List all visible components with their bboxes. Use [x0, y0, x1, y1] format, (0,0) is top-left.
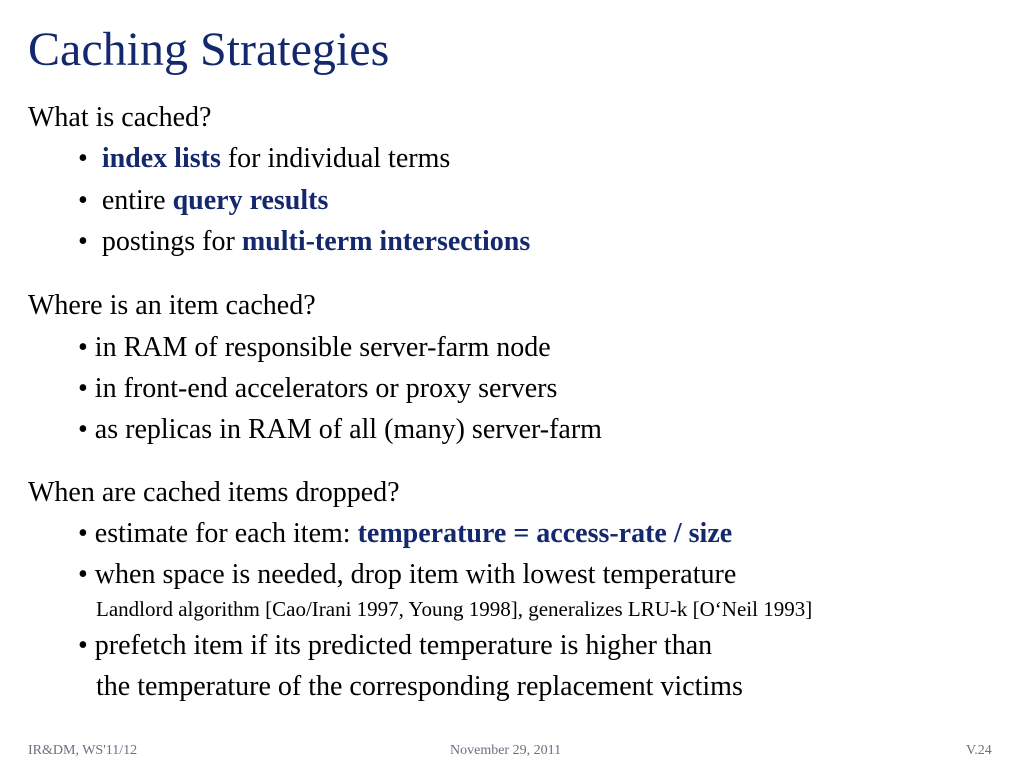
list-item	[78, 226, 530, 258]
footer-date: November 29, 2011	[450, 743, 562, 758]
list-item: • in RAM of responsible server-farm node	[78, 332, 551, 363]
list-item: • when space is needed, drop item with lowest temperature	[78, 559, 737, 590]
highlight-term: multi-term intersections	[241, 226, 531, 257]
list-item-continuation: the temperature of the corresponding replacement victims	[96, 671, 743, 702]
list-item	[78, 185, 328, 217]
algorithm-note: Landlord algorithm [Cao/Irani 1997, Young 1998], generalizes LRU-k [O‘Neil 1993]	[96, 597, 813, 621]
list-item: • as replicas in RAM of all (many) server-farm	[78, 414, 602, 445]
section-heading-what-cached: What is cached?	[28, 102, 212, 133]
slide-title: Caching Strategies	[28, 23, 390, 76]
list-item: • in front-end accelerators or proxy servers	[78, 373, 558, 404]
list-item	[78, 518, 732, 550]
item-text: entire	[101, 185, 173, 216]
footer-page-number: V.24	[966, 743, 992, 758]
item-text: postings for	[101, 226, 242, 257]
list-item	[78, 143, 450, 175]
bullet: •	[78, 143, 88, 174]
bullet: •	[78, 226, 88, 257]
highlight-term: query results	[172, 185, 329, 216]
list-item: • prefetch item if its predicted temperature is higher than	[78, 630, 713, 661]
section-heading-when-dropped: When are cached items dropped?	[28, 477, 400, 508]
highlight-term: index lists	[101, 143, 221, 174]
item-text: • estimate for each item:	[78, 518, 358, 549]
footer-course: IR&DM, WS'11/12	[28, 743, 138, 758]
section-heading-where-cached: Where is an item cached?	[28, 290, 316, 321]
bullet: •	[78, 185, 88, 216]
item-text: for individual terms	[220, 143, 451, 174]
temperature-formula: temperature = access-rate / size	[357, 518, 733, 549]
